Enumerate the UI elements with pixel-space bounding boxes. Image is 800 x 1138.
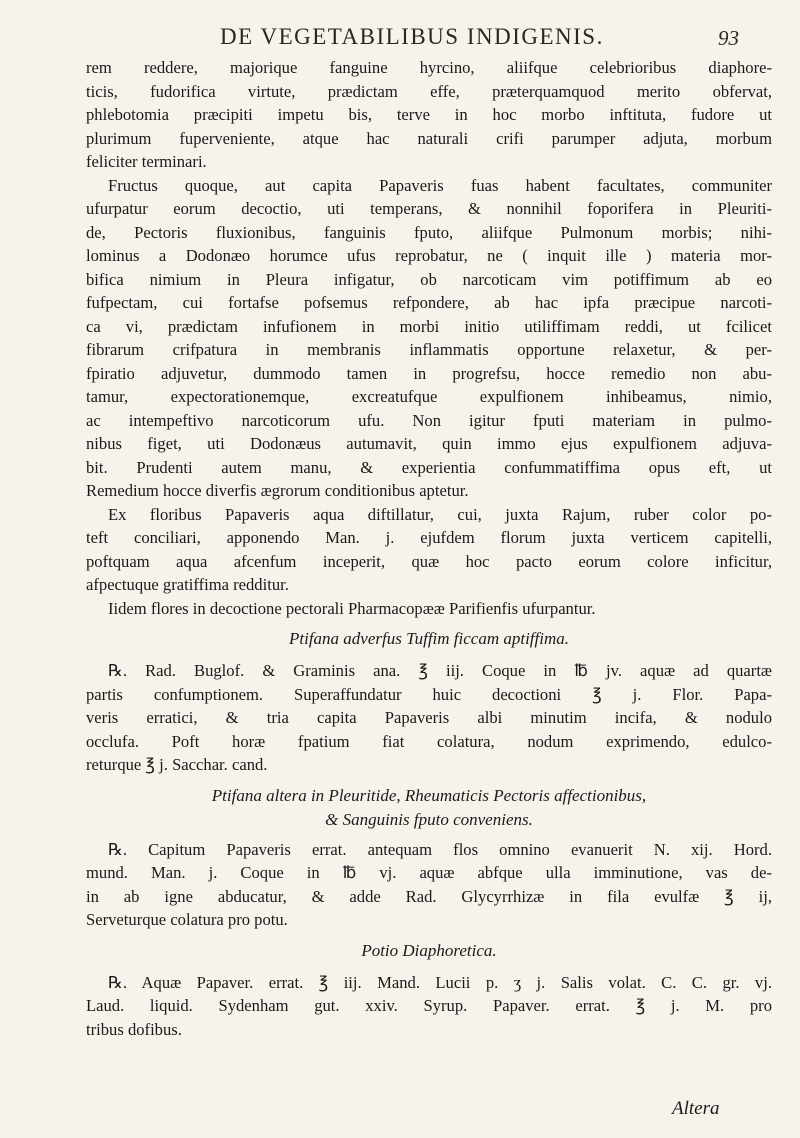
text-line: afpectuque gratiffima redditur.: [86, 575, 289, 594]
text-line: teft conciliari, apponendo Man. j. ejufdem florum juxta verticem capitelli,: [86, 528, 772, 547]
text-line: bifica nimium in Pleura infigatur, ob narcoticam vim potiffimum ab eo: [86, 269, 772, 289]
text-line: ufurpatur eorum decoctio, uti temperans, & nonnihil foporifera in Pleuriti-: [86, 199, 772, 218]
text-line: Fructus quoque, aut capita Papaveris fuas habent facultates, communiter: [108, 175, 772, 195]
recipe-heading-2: [86, 784, 772, 832]
text-line: ac intempeftivo narcoticorum ufu. Non igitur fputi materiam in pulmo-: [86, 410, 772, 430]
text-line: poftquam aqua afcenfum inceperit, quæ hoc pacto eorum colore inficitur,: [86, 551, 772, 571]
text-line: tamur, expectorationemque, excreatufque expulfionem inhibeamus, nimio,: [86, 387, 772, 406]
text-line: ticis, fudorifica virtute, prædictam effe, præterquamquod merito obfervat,: [86, 81, 772, 101]
text-line: Remedium hocce diverfis ægrorum conditionibus aptetur.: [86, 481, 469, 500]
text-line: veris erratici, & tria capita Papaveris albi minutim incifa, & nodulo: [86, 708, 772, 727]
text-line: mund. Man. j. Coque in ℔ vj. aquæ abfque ulla imminutione, vas de-: [86, 863, 772, 882]
text-line: occlufa. Poft horæ fpatium fiat colatura, nodum exprimendo, edulco-: [86, 731, 772, 751]
text-line: tribus dofibus.: [86, 1019, 182, 1039]
heading-line: Ptifana altera in Pleuritide, Rheumaticis Pectoris affectionibus,: [211, 785, 647, 805]
body-text: [86, 56, 772, 1041]
text-line: Serveturque colatura pro potu.: [86, 910, 288, 929]
page-header: [0, 18, 800, 58]
text-line: de, Pectoris fluxionibus, fanguinis fputo, aliifque Pulmonum morbis; nihi-: [86, 222, 772, 242]
text-line: feliciter terminari.: [86, 152, 207, 171]
text-line: ℞. Capitum Papaveris errat. antequam flos omnino evanuerit N. xij. Hord.: [108, 839, 772, 859]
text-line: rem reddere, majorique fanguine hyrcino, aliifque celebrioribus diaphore-: [86, 58, 772, 77]
text-line: fpiratio adjuvetur, dummodo tamen in progrefsu, hocce remedio non abu-: [86, 363, 772, 383]
text-line: nibus figet, uti Dodonæus autumavit, quin immo ejus expulfionem adjuva-: [86, 434, 772, 453]
text-line: ℞. Rad. Buglof. & Graminis ana. ℥ iij. Coque in ℔ jv. aquæ ad quartæ: [108, 661, 772, 680]
text-line: Ex floribus Papaveris aqua diftillatur, cui, juxta Rajum, ruber color po-: [108, 504, 772, 524]
text-line: bit. Prudenti autem manu, & experientia confummatiffima opus eft, ut: [86, 457, 772, 477]
recipe-3: [86, 971, 772, 1042]
running-head: DE VEGETABILIBUS INDIGENIS.: [220, 24, 604, 49]
paragraph-3: [86, 503, 772, 621]
heading-line: & Sanguinis fputo conveniens.: [325, 809, 533, 829]
paragraph-2: [86, 174, 772, 503]
text-line: in ab igne abducatur, & adde Rad. Glycyrrhizæ in fila evulfæ ℥ ij,: [86, 886, 772, 906]
catchword: Altera: [672, 1098, 720, 1119]
text-line: returque ℥ j. Sacchar. cand.: [86, 755, 268, 774]
page-number: 93: [718, 26, 739, 50]
text-line: Laud. liquid. Sydenham gut. xxiv. Syrup. Papaver. errat. ℥ j. M. pro: [86, 996, 772, 1015]
recipe-heading-1: Ptifana adverfus Tuffim ficcam aptiffima.: [288, 629, 570, 648]
paragraph-1: [86, 56, 772, 174]
text-line: ca vi, prædictam infufionem in morbi initio utiliffimam reddi, ut fcilicet: [86, 316, 772, 336]
text-line: lominus a Dodonæo horumce ufus reprobatur, ne ( inquit ille ) materia mor-: [86, 246, 772, 265]
text-line: partis confumptionem. Superaffundatur huic decoctioni ℥ j. Flor. Papa-: [86, 684, 772, 704]
recipe-1: [86, 659, 772, 777]
text-line: phlebotomia præcipiti impetu bis, terve in hoc morbo inftituta, fudore ut: [86, 105, 772, 124]
text-line: fibrarum crifpatura in membranis inflammatis opportune relaxetur, & per-: [86, 340, 772, 359]
text-line: Iidem flores in decoctione pectorali Pharmacopææ Parifienfis ufurpantur.: [108, 598, 596, 618]
recipe-heading-3: Potio Diaphoretica.: [361, 940, 497, 960]
recipe-2: [86, 838, 772, 932]
text-line: plurimum fuperveniente, atque hac naturali crifi parumper adjuta, morbum: [86, 128, 772, 148]
text-line: ℞. Aquæ Papaver. errat. ℥ iij. Mand. Lucii p. ʒ j. Salis volat. C. C. gr. vj.: [108, 972, 772, 992]
text-line: fufpectam, cui fortafse pofsemus refpondere, ab hac ipfa præcipue narcoti-: [86, 293, 772, 312]
